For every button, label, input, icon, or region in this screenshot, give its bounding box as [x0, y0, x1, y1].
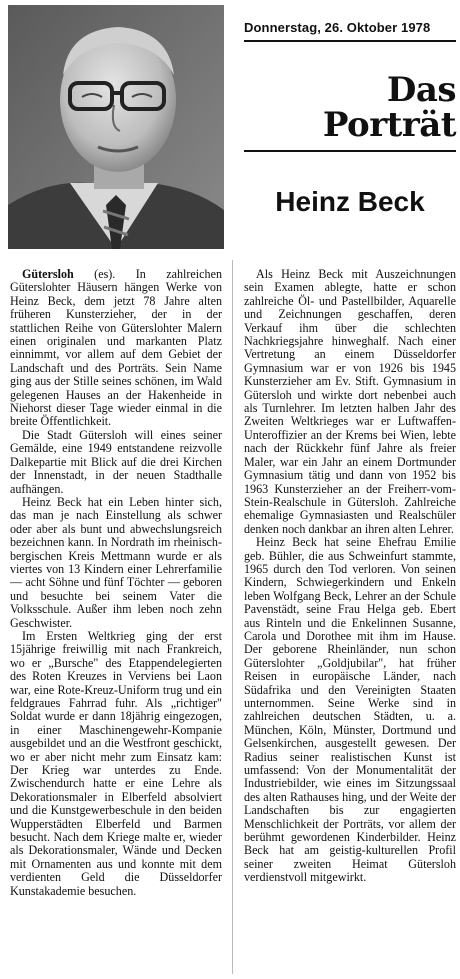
issue-date: Donnerstag, 26. Oktober 1978 [244, 20, 431, 35]
paragraph: Die Stadt Gütersloh will eines seiner Gemälde, eine 1949 entstandene reizvolle Dalkepartie mit Blick auf die drei Kirchen der Innenstadt, in der neuen Stadthalle aufhängen. [10, 427, 222, 496]
section-title-line2: Porträt [322, 105, 456, 145]
paragraph-text: (es). In zahlreichen Güterslohter Häusern hängen Werke von Heinz Beck, dem jetzt 78 Jahre alten früheren Kunsterzieher, der in der stattlichen Reihe von Güterslohter Malern einen originalen und markanten Platz einnimmt, vor allem auf dem Gebiet der Landschaft und des Porträts. Sein Name ging aus der Stille seines schönen, im Wald gelegenen Hauses an der Hakenheide in Niehorst dieser Tage wieder einmal in die breite Öffentlichkeit. [10, 268, 222, 429]
dateline: Gütersloh [22, 268, 74, 281]
paragraph: Heinz Beck hat seine Ehefrau Emilie geb. Bühler, die aus Schweinfurt stammte, 1965 durch den Tod verloren. Von seinen Kindern, Schwiegerkindern und Enkeln leben Wolfgang Beck, Lehrer an der Schule Pavenstädt, seine Frau Helga geb. Ebert aus Rinteln und die Enkelinnen Susanne, Carola und Dorothee mit ihm im Hause. Der geborene Rheinländer, nun schon Güterslohter „Goldjubilar", hat früher Reisen in europäische Länder, nach Südafrika und den Vereinigten Staaten unternommen. Seine Werke sind in zahlreichen deutschen Städten, u. a. München, Köln, Münster, Dortmund und Gelsenkirchen, ausgestellt gewesen. Der Radius seiner realistischen Kunst ist umfassend: Von der Monumentalität der Industriebilder, wie eines im Sitzungssaal des alten Rathauses hing, und der Weite der Landschaften bis zur engagierten Menschlichkeit der Porträts, vor allem der berühmt gewordenen Kinderbilder. Heinz Beck hat am geistig-kulturellen Profil seiner zweiten Heimat Gütersloh verdienstvoll mitgewirkt. [244, 535, 456, 885]
article-column-2 [244, 268, 456, 974]
article-column-1 [10, 268, 222, 974]
portrait-photo [8, 5, 224, 249]
article-headline: Heinz Beck [275, 186, 425, 217]
paragraph: Heinz Beck hat ein Leben hinter sich, das man je nach Einstellung als schwer oder aber als bunt und abwechslungsreich bezeichnen kann. In Nordrath im rheinisch-bergischen Kreis Mettmann wurde er als viertes von 13 Kindern einer Lehrerfamilie — acht Söhne und fünf Töchter — geboren und besuchte bei seinem Vater die Volksschule. Außer ihm leben noch zehn Geschwister. [10, 494, 222, 630]
paragraph: Als Heinz Beck mit Auszeichnungen sein Examen ablegte, hatte er schon zahlreiche Öl- und Pastellbilder, Aquarelle und Zeichnungen geschaffen, deren Verkauf ihm über die schlechten Nachkriegsjahre hinweghalf. Nach einer Vertretung an einem Düsseldorfer Gymnasium war er von 1926 bis 1945 Kunsterzieher am Ev. Stift. Gymnasium in Gütersloh und wirkte dort nebenbei auch als Turnlehrer. Im letzten halben Jahr des Zweiten Weltkrieges war er Luftwaffen-Unteroffizier an der Krems bei Wien, lebte nach der Rückkehr fünf Jahre als freier Maler, war ein Jahr an einem Dortmunder Gymnasium tätig und dann von 1952 bis 1963 Kunsterzieher an der Freiherr-vom-Stein-Realschule in Gütersloh. Zahlreiche ehemalige Gymnasiasten und Realschüler denken noch dankbar an ihren alten Lehrer. [244, 268, 456, 536]
header-bottom-rule [244, 150, 456, 152]
header-top-rule [244, 40, 456, 42]
paragraph [10, 268, 222, 429]
column-divider [232, 260, 233, 974]
portrait-illustration [8, 5, 224, 249]
paragraph: Im Ersten Weltkrieg ging der erst 15jährige freiwillig mit nach Frankreich, wo er „Bursche" des Etappendelegierten des Roten Kreuzes in Verviens bei Laon war, eine Rote-Kreuz-Uniform trug und ein feldgraues Fahrrad fuhr. Als „richtiger" Soldat wurde er dann 18jährig eingezogen, in einer Maschinengewehr-Kompanie ausgebildet und an die Westfront geschickt, wo er aber nicht mehr zum Einsatz kam: Der Krieg war unterdes zu Ende. Zwischendurch hatte er eine Lehre als Dekorationsmaler in Elberfeld absolviert und die Kunstgewerbeschule in den beiden Wupperstädten Elberfeld und Barmen besucht. Nach dem Kriege malte er, wieder als Dekorationsmaler, Wände und Decken mit Ornamenten aus und konnte mit dem verdienten Geld die Düsseldorfer Kunstakademie besuchen. [10, 628, 222, 898]
section-title-line1: Das [386, 70, 456, 110]
